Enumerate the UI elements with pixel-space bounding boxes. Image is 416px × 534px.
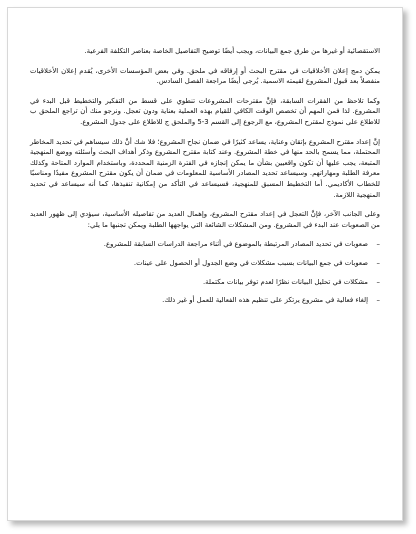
list-item [30,258,380,269]
list-item-text: صعوبات في جمع البيانات بسبب مشكلات في وضع الجدول أو الحصول على عينات. [133,258,368,267]
list-item-text: إلغاء فعالية في مشروع يرتكز على تنظيم هذه الفعالية للعمل أو غير ذلك. [162,296,368,305]
document-page [7,7,403,521]
list-item-text: مشكلات في تحليل البيانات نظرًا لعدم توفر بيانات مكتملة. [202,277,368,286]
bullet-marker: – [376,296,380,305]
paragraph-ethics-declaration: يمكن دمج إعلان الأخلاقيات في مقترح البحث أو إرفاقه في ملحق. وفي بعض المؤسسات الأخرى، يُقدم إعلان الأخلاقيات منفصلاً بعد قبول المشروع لقيمته الاسمية. يُرجى أيضًا مراجعة الفصل السادس. [30,66,380,86]
bullet-marker: – [376,258,380,267]
list-item [30,295,380,306]
bullet-marker: – [376,277,380,286]
list-item [30,239,380,250]
list-item [30,277,380,288]
paragraph-cost-details: الاستقصائية أو غيرها من طرق جمع البيانات، ويجب أيضًا توضيح التفاصيل الخاصة بعناصر التكلفة الفرعية. [84,47,380,55]
paragraph-careful-proposal: إنَّ إعداد مقترح المشروع بإتقان وعناية، يساعد كثيرًا في ضمان نجاح المشروع؛ فلا شك أنَّ ذلك سيساهم في تحديد المخاطر المحتملة، مما يسمح بالحد منها في خطة المشروع. وعند كتابة مقترح المشروع وذكر أهداف البحث وأسئلته ووضع المنهجية المتبعة، يجب عليها أن تكون واقعيين بشأن ما يمكن إنجازه في الفترة الزمنية المحددة، وباستخدام الموارد المتاحة وكذلك معرفة الطلبة ومهاراتهم. وسيساعد تحديد المصادر الأساسية للمعلومات في ضمان أن يكون مقترح المشروع مفيدًا ومناسبًا للخطاب الأكاديمي. أما التخطيط المسبق للمنهجية، فسيساعد في التأكد من إمكانية تنفيذها، كما أنه سيساعد في تحديد المنهجية اللازمة. [30,137,380,199]
bullet-marker: – [376,240,380,249]
paragraph-rushed-proposal: وعلى الجانب الآخر، فإنَّ التعجل في إعداد مقترح المشروع، وإهمال العديد من تفاصيله الأساسية، سيؤدي إلى ظهور العديد من الصعوبات عند البدء في المشروع. ومن المشكلات الشائعة التي يواجهها الطلبة ويمكن تجنبها ما يلي: [30,210,380,229]
list-item-text: صعوبات في تحديد المصادر المرتبطة بالموضوع في أثناء مراجعة الدراسات السابقة للمشروع. [103,240,368,249]
paragraph-project-planning: وكما تلاحظ من الفقرات السابقة، فإنَّ مقترحات المشروعات تنطوي على قسط من التفكير والتخطيط قبل البدء في المشروع. لذا فمن المهم أن تخصص الوقت الكافي للقيام بهذه العملية بعناية ودون تعجل. ونرجو منك أن تراجع الملحق ب للاطلاع على نموذج لمقترح المشروع، مع الرجوع إلى القسم 3-5 والملحق ج للاطلاع على جدول المشروع. [30,96,380,126]
document-body [30,46,380,314]
